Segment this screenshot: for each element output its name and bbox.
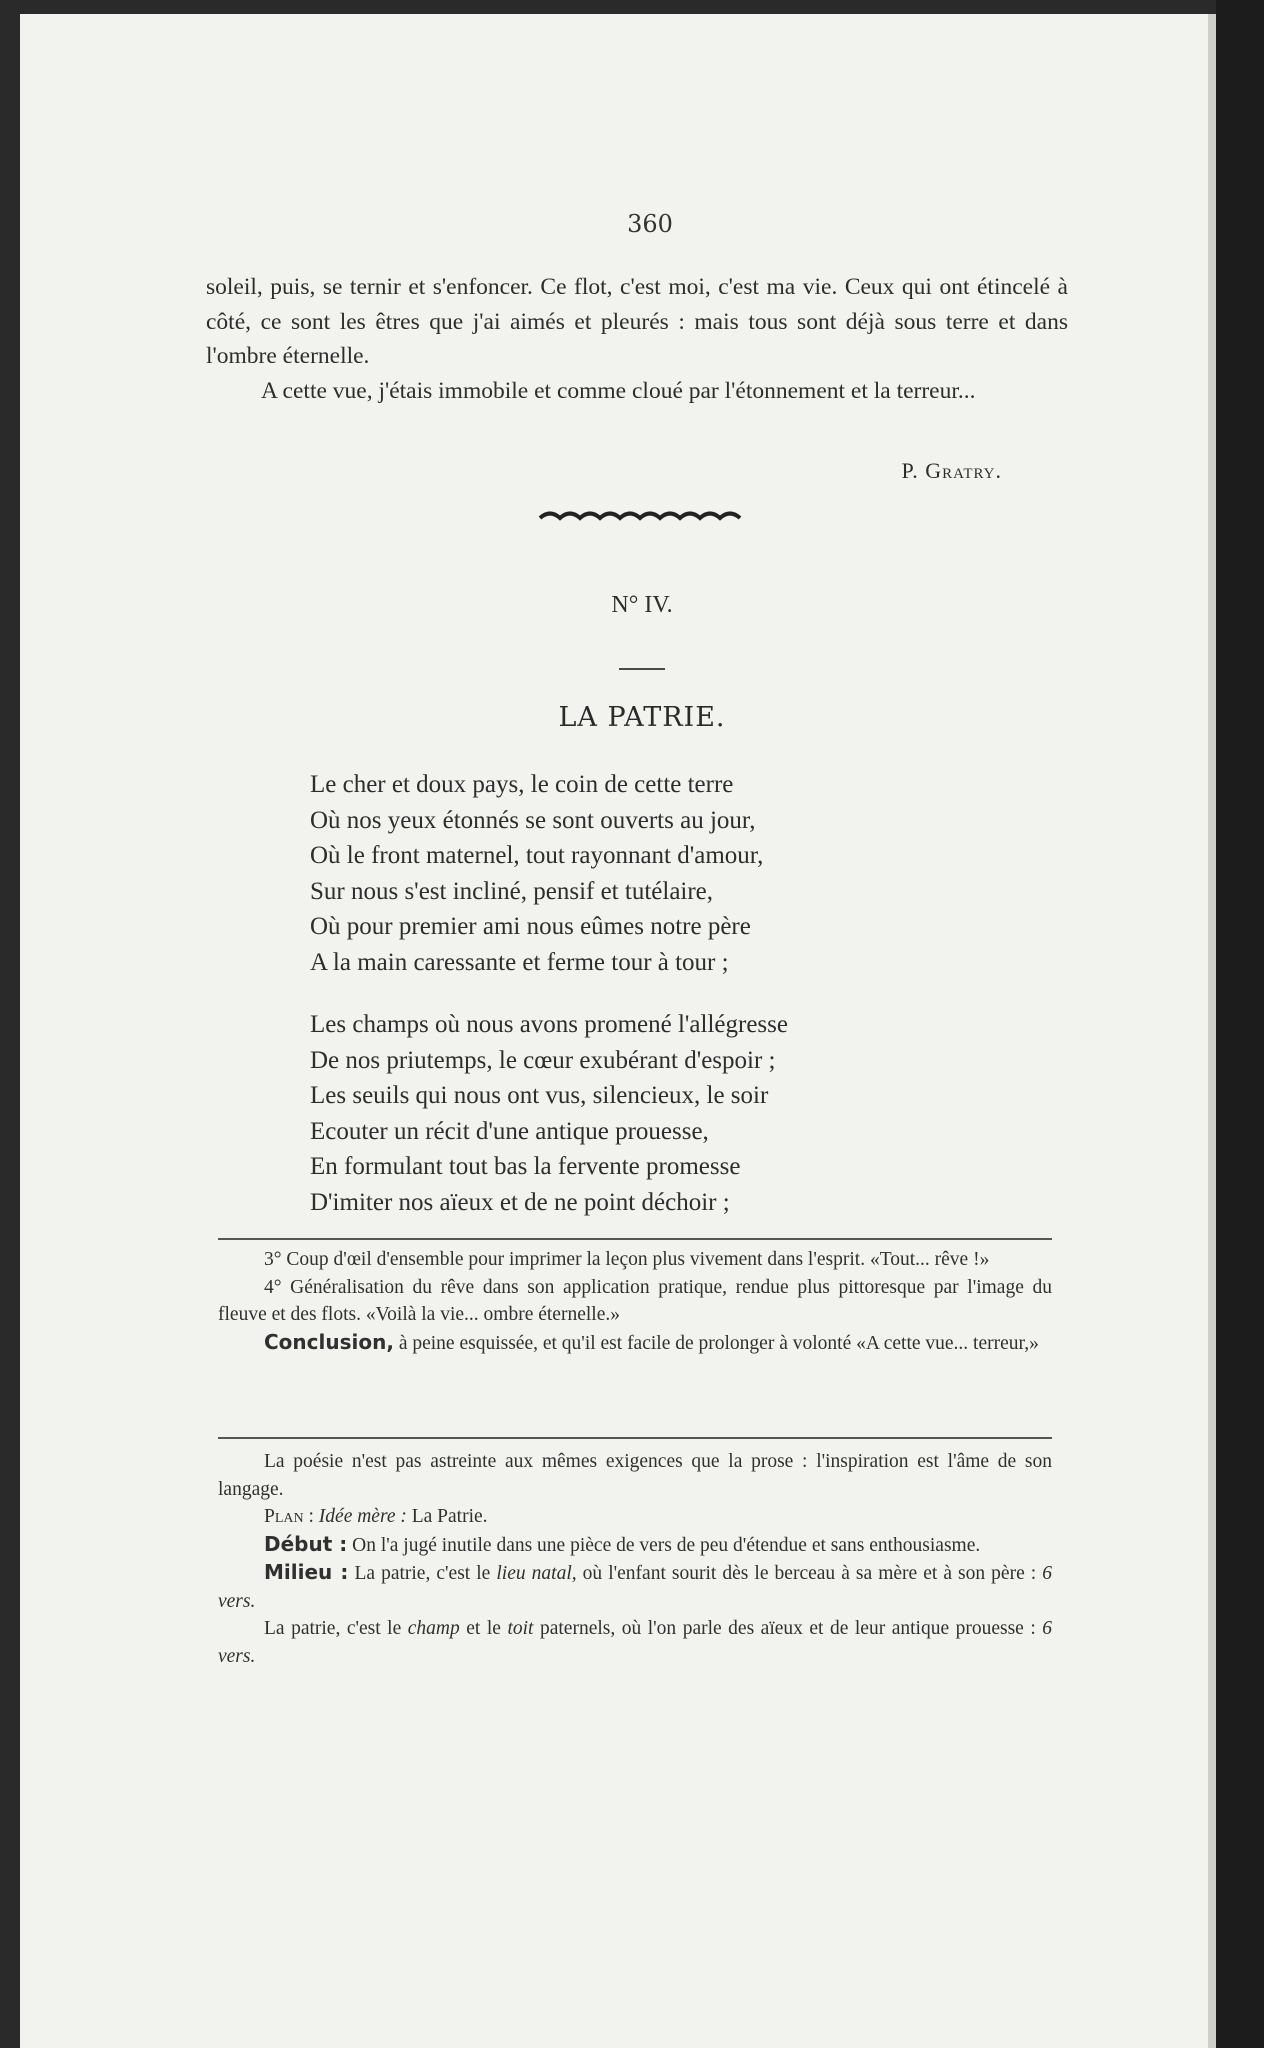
ornament-divider — [538, 508, 742, 522]
book-gutter — [1216, 0, 1264, 2048]
debut-text: On l'a jugé inutile dans une pièce de vers de peu d'étendue et sans enthousiasme. — [352, 1534, 981, 1556]
poem-stanza-1 — [310, 767, 1070, 980]
commentary-notes-1 — [218, 1246, 1052, 1357]
plan-label: Plan : — [264, 1506, 314, 1527]
commentary-notes-2 — [218, 1448, 1052, 1670]
verse-line: Sur nous s'est incliné, pensif et tutélaire, — [310, 877, 714, 905]
milieu-text-1: La patrie, c'est le — [354, 1563, 491, 1584]
verse-line: D'imiter nos aïeux et de ne point déchoir ; — [310, 1188, 730, 1216]
note-item-4: 4° Généralisation du rêve dans son application pratique, rendue plus pittoresque par l'image du fleuve et des flots. «Voilà la vie... ombre éternelle.» — [218, 1276, 1052, 1325]
note-debut — [218, 1531, 1052, 1560]
note-patrie — [218, 1615, 1052, 1670]
plan-idea: Idée mère : — [318, 1506, 407, 1527]
verse-line: De nos priutemps, le cœur exubérant d'espoir ; — [310, 1046, 776, 1074]
verse-line: Ecouter un récit d'une antique prouesse, — [310, 1117, 709, 1145]
verse-line: Les champs où nous avons promené l'allégresse — [310, 1011, 788, 1038]
milieu-emphasis-2: 6 vers. — [218, 1563, 1052, 1612]
author-signature: P. Gratry. — [901, 458, 1002, 483]
page-number: 360 — [627, 210, 673, 238]
conclusion-text: à peine esquissée, et qu'il est facile de prolonger à volonté «A cette vue... terreur,» — [398, 1332, 1039, 1354]
note-milieu — [218, 1559, 1052, 1615]
verse-line: Les seuils qui nous ont vus, silencieux, le soir — [310, 1082, 769, 1109]
prose-paragraph-2: A cette vue, j'étais immobile et comme cloué par l'étonnement et la terreur... — [261, 377, 976, 404]
note-conclusion — [218, 1329, 1052, 1358]
page-edge — [1208, 14, 1216, 2048]
milieu-emphasis-1: lieu natal, — [496, 1563, 577, 1584]
verse-line: Où le front maternel, tout rayonnant d'amour, — [310, 842, 764, 869]
verse-line: En formulant tout bas la fervente promesse — [310, 1153, 741, 1180]
section-number: N° IV. — [611, 592, 673, 618]
patrie-emphasis-3: 6 vers. — [218, 1618, 1053, 1667]
title-rule — [619, 668, 665, 670]
milieu-text-2: où l'enfant sourit dès le berceau à sa mère et à son père : — [582, 1563, 1037, 1584]
note-intro: La poésie n'est pas astreinte aux mêmes exigences que la prose : l'inspiration est l'âme de son langage. — [218, 1451, 1052, 1500]
verse-line: A la main caressante et ferme tour à tour ; — [310, 948, 729, 976]
patrie-emphasis-2: toit — [507, 1618, 534, 1639]
plan-value: La Patrie. — [411, 1506, 488, 1527]
prose-excerpt — [206, 270, 1068, 408]
patrie-text-3: paternels, où l'on parle des aïeux et de leur antique prouesse : — [539, 1618, 1036, 1639]
verse-line: Où pour premier ami nous eûmes notre père — [310, 913, 751, 940]
patrie-text-1: La patrie, c'est le — [264, 1618, 402, 1639]
prose-paragraph-1: soleil, puis, se ternir et s'enfoncer. Ce flot, c'est moi, c'est ma vie. Ceux qui ont étincelé à côté, ce sont les êtres que j'ai aimés et pleurés : mais tous sont déjà sous terre et dans l'ombre éternelle. — [206, 274, 1068, 369]
milieu-heading: Milieu : — [264, 1560, 349, 1584]
patrie-text-2: et le — [466, 1618, 501, 1639]
verse-line: Où nos yeux étonnés se sont ouverts au jour, — [310, 806, 756, 834]
conclusion-heading: Conclusion, — [264, 1329, 394, 1354]
patrie-emphasis-1: champ — [407, 1618, 460, 1639]
poem-stanza-2 — [310, 1007, 1070, 1220]
debut-heading: Début : — [264, 1531, 348, 1556]
footnote-rule-top — [218, 1238, 1052, 1240]
note-item-3: 3° Coup d'œil d'ensemble pour imprimer la leçon plus vivement dans l'esprit. «Tout... rêve !» — [264, 1249, 990, 1270]
poem-title: LA PATRIE. — [558, 702, 726, 733]
verse-line: Le cher et doux pays, le coin de cette terre — [310, 771, 734, 798]
footnote-rule-bottom — [218, 1437, 1052, 1439]
note-plan — [218, 1503, 1052, 1531]
